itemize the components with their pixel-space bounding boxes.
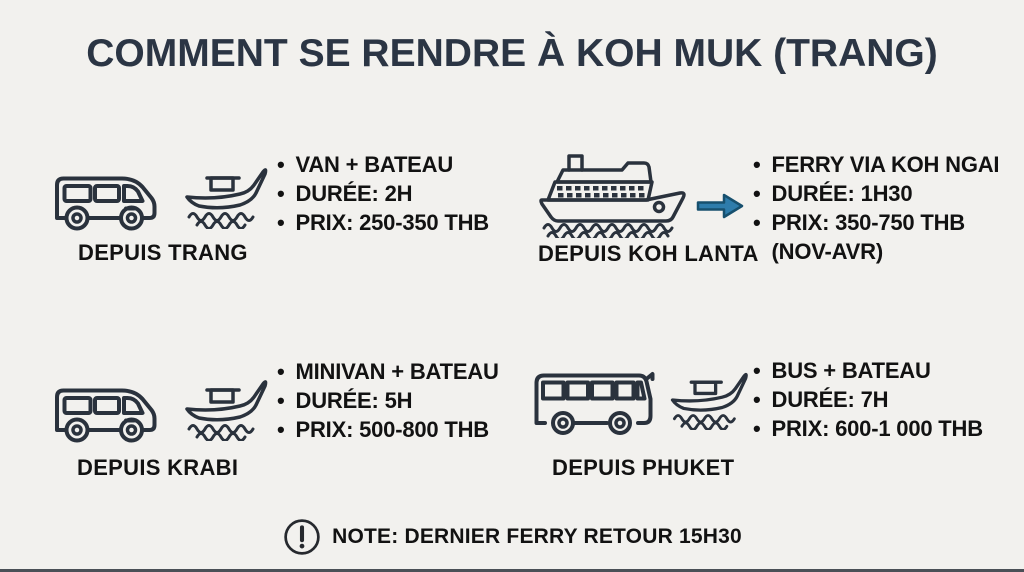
route-label-phuket: DEPUIS PHUKET [552,455,735,480]
bullet-text: PRIX: 500-800 THB [295,416,489,442]
route-card-trang [45,140,515,300]
longtail-boat-icon [183,377,271,441]
bullet-line [753,385,983,414]
bullet-dot-icon: • [277,151,285,177]
bullet-line [753,179,999,208]
exclamation-circle-icon [282,517,322,557]
note-text: NOTE: DERNIER FERRY RETOUR 15H30 [332,525,742,548]
bullet-dot-icon: • [277,416,285,442]
arrow-right-icon [696,192,744,220]
bullet-dot-icon: • [753,209,761,235]
bullet-text: FERRY VIA KOH NGAI [771,151,1000,177]
bullet-text: PRIX: 350-750 THB [771,209,965,235]
longtail-boat-icon [183,165,271,229]
bullet-line [277,415,499,444]
bullet-line [753,150,999,179]
bullet-line [753,414,983,443]
note-bar [0,517,1024,557]
route-card-phuket [530,350,1024,510]
bullet-dot-icon: • [277,387,285,413]
bullet-text: PRIX: 250-350 THB [295,209,489,235]
koh-lanta-icon-group [536,146,744,238]
bullet-continuation-line [753,237,999,266]
bullet-text: VAN + BATEAU [295,151,454,177]
van-icon [51,372,173,446]
route-label-krabi: DEPUIS KRABI [77,455,239,480]
bullet-dot-icon: • [277,358,285,384]
page-title: COMMENT SE RENDRE À KOH MUK (TRANG) [86,32,938,75]
bullet-dot-icon: • [753,180,761,206]
bullet-dot-icon: • [753,386,761,412]
bullet-line [277,208,489,237]
bullet-text: (NOV-AVR) [771,238,883,264]
bullet-dot-icon: • [277,209,285,235]
bullet-dot-icon: • [753,415,761,441]
ferry-icon [536,146,688,238]
bullet-text: PRIX: 600-1 000 THB [771,415,983,441]
bullet-line [277,179,489,208]
route-label-trang: DEPUIS TRANG [78,240,248,265]
trang-icon-group [51,160,271,234]
bullet-dot-icon: • [753,357,761,383]
longtail-boat-icon [668,370,752,430]
route-card-koh-lanta [530,140,1024,310]
phuket-bullet-list [753,356,983,443]
route-label-koh-lanta: DEPUIS KOH LANTA [538,241,759,266]
phuket-icon-group [530,362,752,438]
bullet-text: DURÉE: 7H [771,386,889,412]
bullet-line [277,357,499,386]
bullet-text: DURÉE: 5H [295,387,413,413]
bullet-text: DURÉE: 2H [295,180,413,206]
route-card-krabi [45,350,515,505]
krabi-icon-group [51,372,271,446]
bullet-line [277,150,489,179]
trang-bullet-list [277,150,489,237]
bullet-line [753,208,999,237]
koh-lanta-bullet-list [753,150,999,266]
bullet-text: DURÉE: 1H30 [771,180,913,206]
bullet-dot-icon: • [753,151,761,177]
bullet-line [277,386,499,415]
krabi-bullet-list [277,357,499,444]
bullet-text: BUS + BATEAU [771,357,931,383]
bullet-dot-icon: • [277,180,285,206]
bullet-text: MINIVAN + BATEAU [295,358,499,384]
bullet-line [753,356,983,385]
bus-icon [530,362,658,438]
van-icon [51,160,173,234]
